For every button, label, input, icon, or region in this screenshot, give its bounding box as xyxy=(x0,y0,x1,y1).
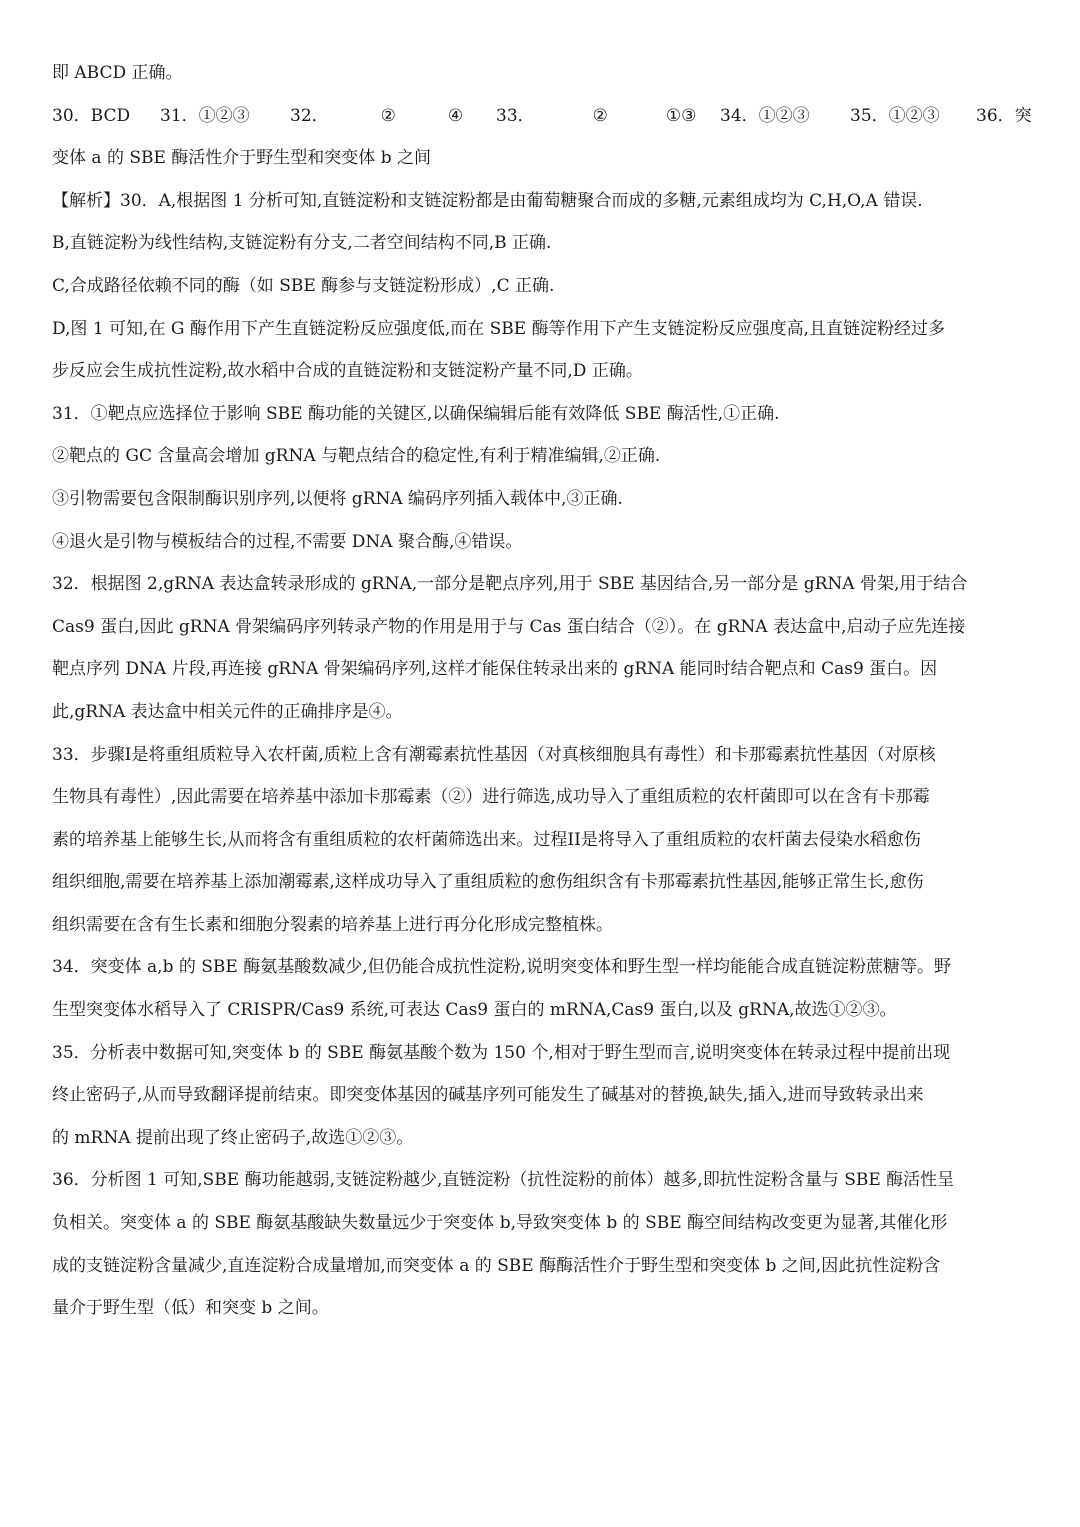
text-line: 步反应会生成抗性淀粉,故水稻中合成的直链淀粉和支链淀粉产量不同,D 正确。 xyxy=(52,361,643,382)
text-line: 量介于野生型（低）和突变 b 之间。 xyxy=(52,1298,329,1319)
text-line: 组织需要在含有生长素和细胞分裂素的培养基上进行再分化形成完整植株。 xyxy=(52,914,613,935)
document-page xyxy=(52,52,1036,1330)
analysis-heading-line: 【解析】30．A,根据图 1 分析可知,直链淀粉和支链淀粉都是由葡萄糖聚合而成的多糖,元素组成均为 C,H,O,A 错误. xyxy=(52,190,923,211)
text-line: 变体 a 的 SBE 酶活性介于野生型和突变体 b 之间 xyxy=(52,148,431,169)
answer-30: 30．BCD xyxy=(52,105,131,126)
text-line: B,直链淀粉为线性结构,支链淀粉有分支,二者空间结构不同,B 正确. xyxy=(52,233,552,254)
text-line: 生型突变体水稻导入了 CRISPR/Cas9 系统,可表达 Cas9 蛋白的 mRNA,Cas9 蛋白,以及 gRNA,故选①②③。 xyxy=(52,1000,897,1021)
text-line: 32．根据图 2,gRNA 表达盒转录形成的 gRNA,一部分是靶点序列,用于 SBE 基因结合,另一部分是 gRNA 骨架,用于结合 xyxy=(52,574,968,595)
text-line: 即 ABCD 正确。 xyxy=(52,63,183,83)
answer-36: 36．突 xyxy=(976,105,1032,126)
text-line: ②靶点的 GC 含量高会增加 gRNA 与靶点结合的稳定性,有利于精准编辑,②正确. xyxy=(52,446,661,467)
answer-32-part1: ② xyxy=(380,105,396,126)
answer-34: 34．①②③ xyxy=(720,105,810,126)
text-line: 终止密码子,从而导致翻译提前结束。即突变体基因的碱基序列可能发生了碱基对的替换,缺失,插入,进而导致转录出来 xyxy=(52,1085,924,1106)
text-line: 的 mRNA 提前出现了终止密码子,故选①②③。 xyxy=(52,1127,414,1148)
text-line: 素的培养基上能够生长,从而将含有重组质粒的农杆菌筛选出来。过程II是将导入了重组质粒的农杆菌去侵染水稻愈伤 xyxy=(52,829,921,850)
answer-31: 31．①②③ xyxy=(160,105,250,126)
answer-32-part2: ④ xyxy=(447,105,464,126)
answer-32 xyxy=(290,95,496,138)
text-line: 31．①靶点应选择位于影响 SBE 酶功能的关键区,以确保编辑后能有效降低 SBE 酶活性,①正确. xyxy=(52,403,780,424)
answer-33 xyxy=(496,95,720,138)
text-line: 负相关。突变体 a 的 SBE 酶氨基酸缺失数量远少于突变体 b,导致突变体 b 的 SBE 酶空间结构改变更为显著,其催化形 xyxy=(52,1213,948,1234)
text-line: 36．分析图 1 可知,SBE 酶功能越弱,支链淀粉越少,直链淀粉（抗性淀粉的前体）越多,即抗性淀粉含量与 SBE 酶活性呈 xyxy=(52,1170,955,1191)
text-line: 此,gRNA 表达盒中相关元件的正确排序是④。 xyxy=(52,701,403,722)
text-line: 成的支链淀粉含量减少,直连淀粉合成量增加,而突变体 a 的 SBE 酶酶活性介于野生型和突变体 b 之间,因此抗性淀粉含 xyxy=(52,1255,941,1276)
text-line: ③引物需要包含限制酶识别序列,以便将 gRNA 编码序列插入载体中,③正确. xyxy=(52,488,623,509)
answer-33-part2: ①③ xyxy=(665,105,697,126)
text-line: 生物具有毒性）,因此需要在培养基中添加卡那霉素（②）进行筛选,成功导入了重组质粒的农杆菌即可以在含有卡那霉 xyxy=(52,787,930,808)
answer-33-part1: ② xyxy=(592,105,608,126)
text-line: D,图 1 可知,在 G 酶作用下产生直链淀粉反应强度低,而在 SBE 酶等作用下产生支链淀粉反应强度高,且直链淀粉经过多 xyxy=(52,318,946,339)
text-line: 靶点序列 DNA 片段,再连接 gRNA 骨架编码序列,这样才能保住转录出来的 gRNA 能同时结合靶点和 Cas9 蛋白。因 xyxy=(52,659,938,680)
text-line: 34．突变体 a,b 的 SBE 酶氨基酸数减少,但仍能合成抗性淀粉,说明突变体和野生型一样均能能合成直链淀粉蔗糖等。野 xyxy=(52,957,952,978)
text-line: Cas9 蛋白,因此 gRNA 骨架编码序列转录产物的作用是用于与 Cas 蛋白结合（②）。在 gRNA 表达盒中,启动子应先连接 xyxy=(52,616,966,637)
text-line: 35．分析表中数据可知,突变体 b 的 SBE 酶氨基酸个数为 150 个,相对于野生型而言,说明突变体在转录过程中提前出现 xyxy=(52,1042,951,1063)
text-line: ④退火是引物与模板结合的过程,不需要 DNA 聚合酶,④错误。 xyxy=(52,531,523,552)
answer-33-number: 33． xyxy=(496,105,535,126)
answer-32-number: 32． xyxy=(290,105,329,126)
text-line: C,合成路径依赖不同的酶（如 SBE 酶参与支链淀粉形成）,C 正确. xyxy=(52,275,555,296)
answer-35: 35．①②③ xyxy=(850,105,940,126)
text-line: 33．步骤I是将重组质粒导入农杆菌,质粒上含有潮霉素抗性基因（对真核细胞具有毒性）和卡那霉素抗性基因（对原核 xyxy=(52,744,936,765)
text-line: 组织细胞,需要在培养基上添加潮霉素,这样成功导入了重组质粒的愈伤组织含有卡那霉素抗性基因,能够正常生长,愈伤 xyxy=(52,872,924,893)
answer-key-row xyxy=(52,95,1036,138)
